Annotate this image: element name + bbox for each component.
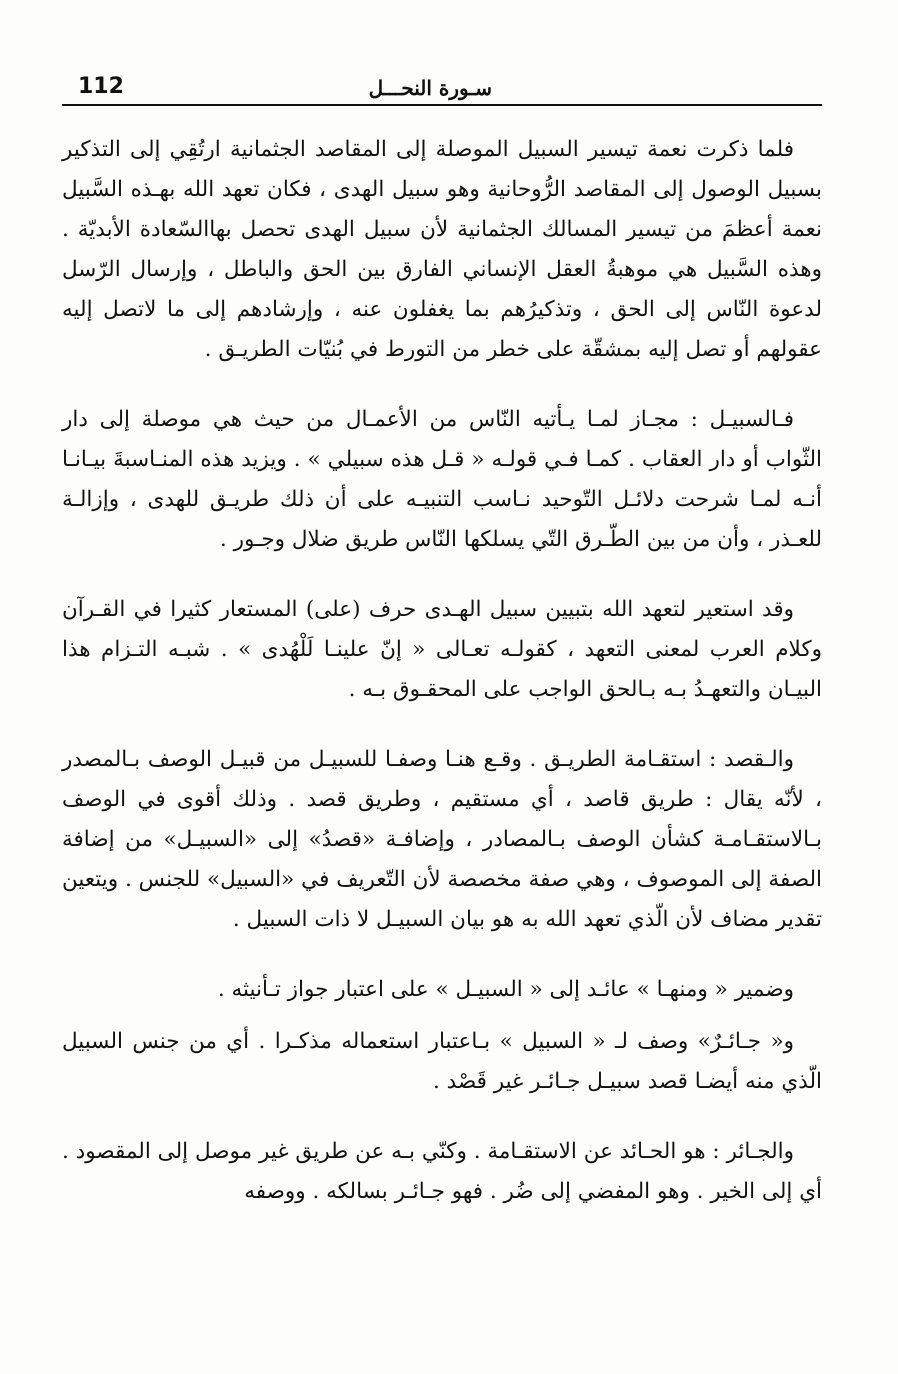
page-header xyxy=(62,70,822,106)
book-page xyxy=(62,70,822,1242)
paragraph-1: فلما ذكرت نعمة تيسير السبيل الموصلة إلى المقاصد الجثمانية ارتُقِي إلى التذكير بسبيل الوصول إلى المقاصد الرُّوحانية وهو سبيل الهدى ، فكان تعهد الله بهـذه السَّبيل نعمة أعظمَ من تيسير المسالك الجثمانية لأن سبيل الهدى تحصل بهاالسّعادة الأبديّة . وهذه السَّبيل هي موهبةُ العقل الإنساني الفارق بين الحق والباطل ، وإرسال الرّسل لدعوة النّاس إلى الحق ، وتذكيرُهم بما يغفلون عنه ، وإرشادهم إلى ما لاتصل إليه عقولهم أو تصل إليه بمشقّة على خطر من التورط في بُنيّات الطريـق . xyxy=(62,137,822,362)
paragraph-7: والجـائر : هو الحـائد عن الاستقـامة . وكنّي بـه عن طريق غير موصل إلى المقصود . أي إلى الخير . وهو المفضي إلى ضُر . فهو جـائـر بسالكه . ووصفه xyxy=(62,1139,822,1204)
paragraph-3: وقد استعير لتعهد الله بتبيين سبيل الهـدى حرف (على) المستعار كثيرا في القـرآن وكلام العرب لمعنى التعهد ، كقولـه تعـالى « إنّ علينـا لَلْهُدى » . شبـه التـزام هذا البيـان والتعهـدُ بـه بـالحق الواجب على المحقـوق بـه . xyxy=(62,597,822,702)
page-number: 112 xyxy=(78,74,124,99)
paragraph-6: و« جـائـرٌ» وصف لـ « السبيل » بـاعتبار استعماله مذكـرا . أي من جنس السبيل الّذي منه أيضـا قصد سبيـل جـائـر غير قَصْد . xyxy=(62,1029,822,1094)
paragraph-5: وضمير « ومنهـا » عائـد إلى « السبيـل » على اعتبار جواز تـأنيثه . xyxy=(217,977,794,1002)
paragraph-4: والـقصد : استقـامة الطريـق . وقـع هنـا وصفـا للسبيـل من قبيـل الوصف بـالمصدر ، لأنّه يقال : طريق قاصد ، أي مستقيم ، وطريق قصد . وذلك أقوى في الوصف بـالاستقـامـة كشأن الوصف بـالمصادر ، وإضافـة «قصدُ» إلى «السبيـل» من إضافة الصفة إلى الموصوف ، وهي صفة مخصصة لأن التّعريف في «السبيل» للجنس . ويتعين تقدير مضاف لأن الّذي تعهد الله به هو بيان السبيـل لا ذات السبيل . xyxy=(62,747,822,932)
paragraph-2: فـالسبيـل : مجـاز لمـا يـأتيه النّاس من الأعمـال من حيث هي موصلة إلى دار الثّواب أو دار العقاب . كمـا فـي قولـه « قـل هذه سبيلي » . ويزيد هذه المنـاسبةَ بيـانـا أنـه لمـا شرحت دلائـل التّوحيد نـاسب التنبيـه على أن ذلك طريـق للهدى ، وإزالـة للعـذر ، وأن من بين الطّـرق التّي يسلكها النّاس طريق ضلال وجـور . xyxy=(62,407,822,552)
page-body xyxy=(62,130,822,1212)
surah-title: سـورة النحـــل xyxy=(368,76,492,100)
